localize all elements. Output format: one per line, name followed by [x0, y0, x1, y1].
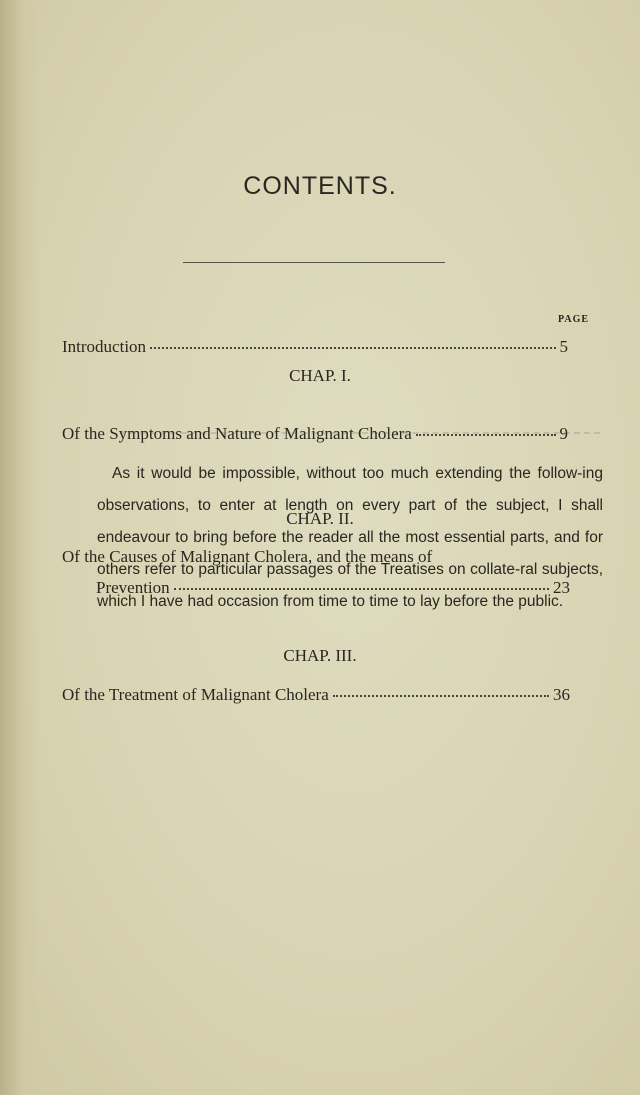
page-column-header: PAGE	[558, 314, 590, 325]
note-paragraph	[97, 458, 603, 618]
bleed-through-marks	[120, 432, 600, 444]
toc-entry-page: 23	[553, 578, 570, 597]
toc-entry-chapter-2-line1: Of the Causes of Malignant Cholera, and the means of	[62, 547, 433, 566]
page-edge-shadow	[0, 0, 40, 1095]
leader-dots	[150, 347, 555, 349]
title-rule	[183, 262, 445, 263]
toc-entry-label: Of the Symptoms and Nature of Malignant Cholera	[62, 424, 412, 443]
toc-entry-page: 36	[553, 685, 570, 704]
note-paragraph-text: As it would be impossible, without too much extending the follow-ing observations, to enter at length on every part of the subject, I shall endeavour to bring before the reader all the most essential parts, and for others refer to particular passages of the Treatises on collate-ral subjects, which I have had occasion from time to time to lay before the public.	[97, 465, 603, 610]
toc-entry-chapter-3	[62, 685, 570, 705]
leader-dots	[333, 695, 549, 697]
toc-entry-label: Introduction	[62, 337, 147, 356]
toc-entry-page: 5	[559, 337, 568, 356]
chapter-heading-3: CHAP. III.	[283, 646, 357, 665]
chapter-heading-2: CHAP. II.	[286, 509, 354, 528]
toc-entry-label: Of the Treatment of Malignant Cholera	[62, 685, 329, 704]
page-title: CONTENTS.	[243, 172, 397, 200]
toc-entry-label: Prevention	[96, 578, 170, 597]
chapter-heading-1: CHAP. I.	[289, 366, 351, 385]
toc-entry-introduction	[62, 337, 568, 357]
toc-entry-page: 9	[559, 424, 568, 443]
